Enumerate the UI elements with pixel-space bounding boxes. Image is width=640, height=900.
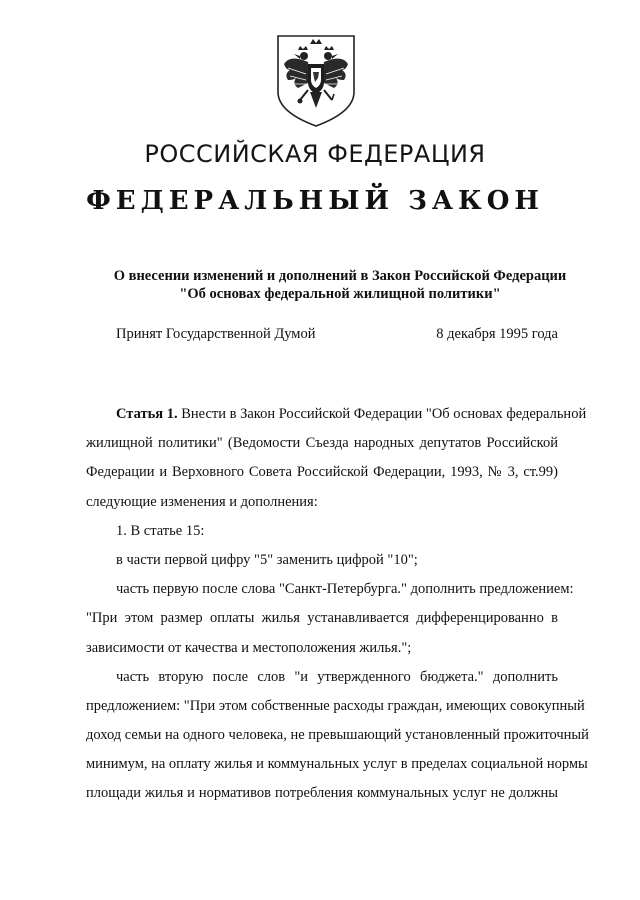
article-1-intro: Внести в Закон Российской Федерации "Об основах федеральной xyxy=(181,406,587,422)
article-label: Статья 1. xyxy=(116,406,178,422)
sub-item-3-line-1: часть вторую после слов "и утвержденного бюджета." дополнить xyxy=(116,668,558,685)
sub-item-3-line-3: доход семьи на одного человека, не превышающий установленный прожиточный xyxy=(86,727,589,744)
sub-item-3-line-5: площади жилья и нормативов потребления коммунальных услуг не должны xyxy=(86,785,558,802)
sub-item-1: в части первой цифру "5" заменить цифрой "10"; xyxy=(116,551,418,568)
law-title-line-2: "Об основах федеральной жилищной политики" xyxy=(179,286,501,302)
article-1-line-3: Федерации и Верховного Совета Российской Федерации, 1993, № 3, ст.99) xyxy=(86,464,558,481)
coat-of-arms-icon xyxy=(272,30,360,130)
document-type-heading: ФЕДЕРАЛЬНЫЙ ЗАКОН xyxy=(86,186,544,216)
item-1-heading: 1. В статье 15: xyxy=(116,522,205,539)
sub-item-2-line-3: зависимости от качества и местоположения жилья."; xyxy=(86,639,412,656)
sub-item-3-line-2: предложением: "При этом собственные расходы граждан, имеющих совокупный xyxy=(86,697,585,714)
law-title xyxy=(100,267,580,303)
sub-item-2-line-1: часть первую после слова "Санкт-Петербурга." дополнить предложением: xyxy=(116,581,574,598)
adopted-by: Принят Государственной Думой xyxy=(116,326,316,342)
country-heading: РОССИЙСКАЯ ФЕДЕРАЦИЯ xyxy=(144,140,486,168)
adoption-info xyxy=(116,326,558,343)
article-1-line-2: жилищной политики" (Ведомости Съезда народных депутатов Российской xyxy=(86,435,558,452)
article-1 xyxy=(86,400,589,809)
article-1-line-4: следующие изменения и дополнения: xyxy=(86,493,318,510)
sub-item-2-line-2: "При этом размер оплаты жилья устанавливается дифференцированно в xyxy=(86,610,558,627)
sub-item-3-line-4: минимум, на оплату жилья и коммунальных услуг в пределах социальной нормы xyxy=(86,756,588,773)
law-title-line-1: О внесении изменений и дополнений в Закон Российской Федерации xyxy=(113,268,567,284)
article-1-line-1 xyxy=(86,400,587,429)
adoption-date: 8 декабря 1995 года xyxy=(436,326,558,342)
